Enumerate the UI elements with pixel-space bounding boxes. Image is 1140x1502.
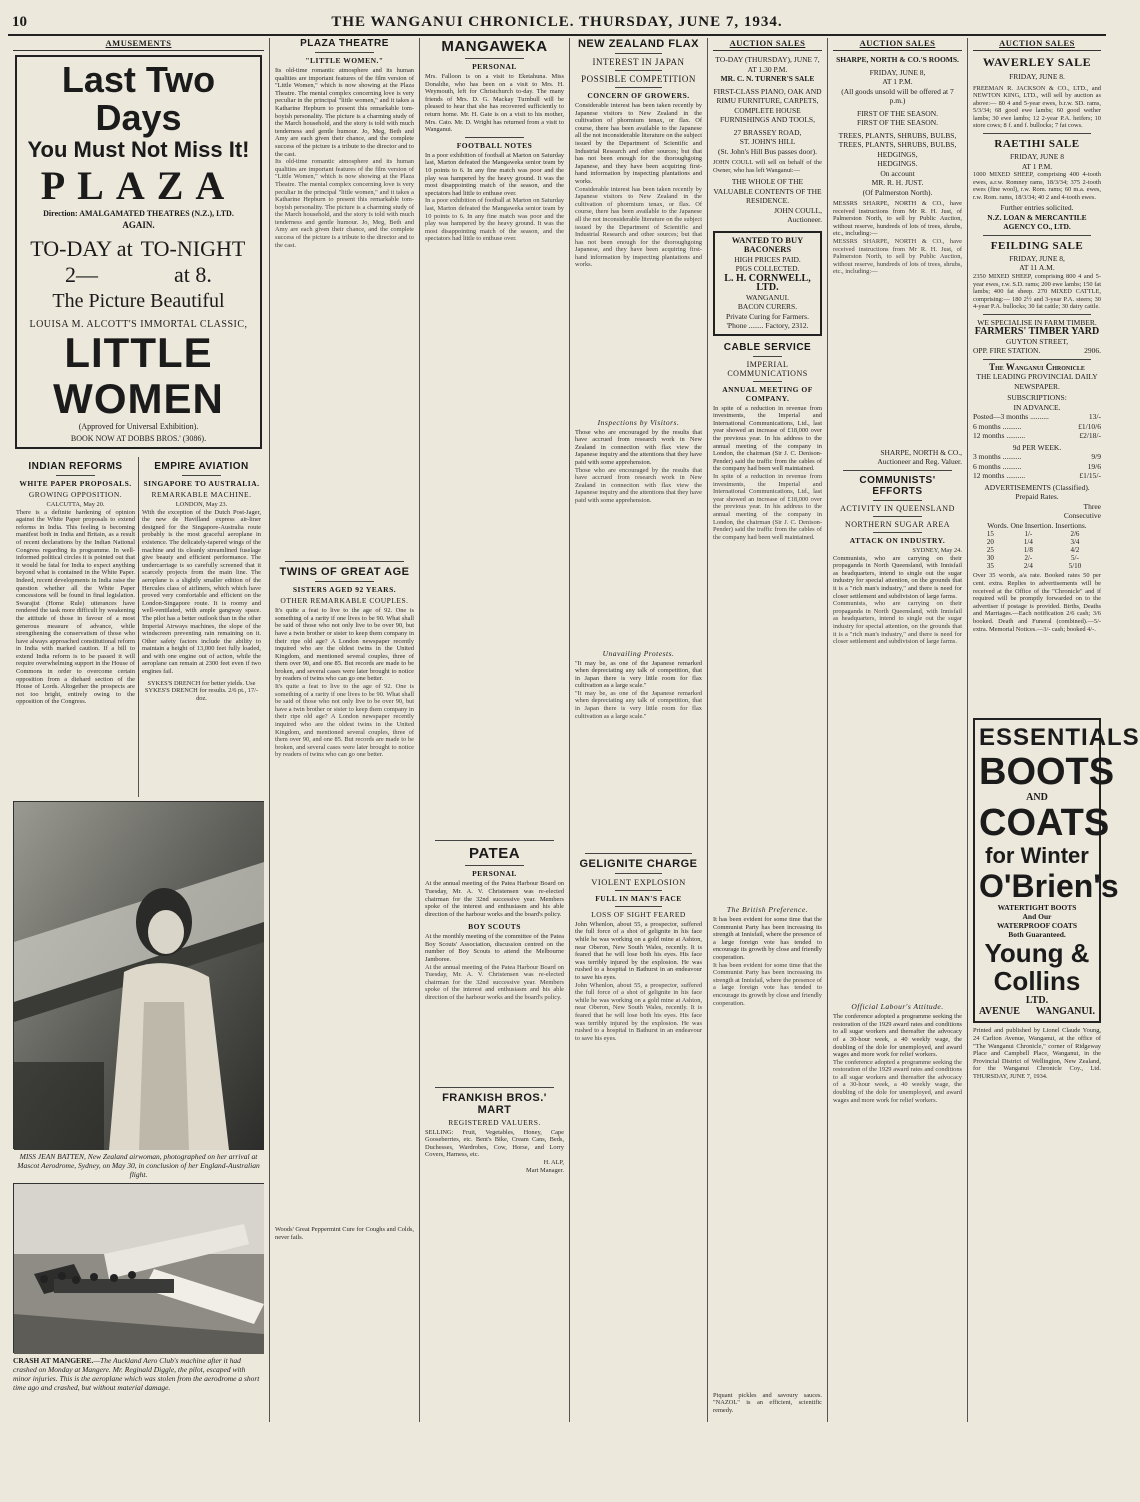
ad-line: Further entries solicited. — [1000, 203, 1074, 213]
subheadline: GROWING OPPOSITION. — [28, 490, 123, 499]
ad-line: N.Z. LOAN & MERCANTILE AGENCY CO., LTD. — [987, 212, 1087, 232]
table-row — [973, 530, 1101, 538]
rate-price: £1/10/6 — [1078, 421, 1101, 431]
table-row — [973, 562, 1101, 570]
ad-line: 27 BRASSEY ROAD, — [733, 127, 802, 137]
table-cell: 1/4 — [1023, 538, 1033, 547]
article-body: There is a definite hardening of opinion against the White Paper proposals to extend reforms in India. This feeling is becoming manifest both in India and Britain, as a result of recent declarations by the Indian National Congress regarding its programme. In well-informed political circles it is pointed out that it would be fatal for India to expect anything beyond what is contained in the White Paper. Indeed, recent developments in India raise the question whether all the White Paper concessions will be found in final legislation. Swarajist (Home Rule) utterances have rendered the task more difficult by weakening the attitude of those in favour of a most generous measure of advance, while strengthening the conservatism of those who have always approached constitutional reform in India with marked caution. If a bill to extend India reform is to be passed it will require overwhelming support in the House of Commons in order to overcome certain opposition from a diehard section of the House of Lords. Altogether the prospects are not too bright, entirely owing to the opposition of the Congress. — [16, 508, 135, 706]
table-row — [973, 538, 1101, 546]
article-body: In a poor exhibition of football at Marton on Saturday last, Marton defeated the Mangaweka senior team by 10 points to 6. In any fine match was poor and the play was hampered by the heavy ground. It was the most disappointing match of the season, and the spectators had little to enthuse over. — [425, 151, 564, 197]
article-body-continued: Communists, who are carrying on their propaganda in North Queensland, with Innisfail as headquarters, intend to single out the sugar industry for special attention, on the grounds that it is a "rich man's industry," and there is need for closer settlement and subdivision of large farms. — [833, 600, 962, 646]
ad-line: COATS — [979, 802, 1110, 845]
table-row — [973, 546, 1101, 554]
table-cell: 4/2 — [1070, 546, 1080, 555]
ad-line: BOOK NOW AT DOBBS BROS.' (3086). — [70, 434, 207, 443]
article-body: Its old-time romantic atmosphere and its human qualities are important features of the film version of "Little Women," which is now showing at the Plaza Theatre. The mental complex concerning love is very peculiar in the principal "little women," and it takes a Katharine Hepburn to present this remarkable tom-boyish personality. The picture is a charming study of the March household, and the story is told with much tenderness and gentle humour. Jo, Meg, Beth and Amy are each given their chance, and the complete success of the picture is a tribute to the director and to the cast. — [275, 67, 414, 158]
ad-line: Direction: AMALGAMATED THEATRES (N.Z.), LTD. — [43, 209, 234, 218]
headline: NEW ZEALAND FLAX — [577, 38, 700, 50]
ad-line: LITTLE WOMEN — [53, 329, 224, 422]
ad-line: JOHN COULL will sell on behalf of the Owner, who has left Wanganui:— — [713, 159, 822, 174]
ad-line: SHARPE, NORTH & CO.'S ROOMS. — [836, 55, 959, 64]
ad-line: LTD. — [1025, 995, 1049, 1007]
section-header: AUCTION SALES — [833, 38, 962, 51]
signature: SHARPE, NORTH & CO., — [880, 447, 962, 457]
ad-line: THE WHOLE OF THE VALUABLE CONTENTS OF THE RESIDENCE. — [713, 177, 822, 206]
column-mangaweka — [420, 38, 570, 1422]
ad-line: BOOTS — [979, 751, 1115, 794]
caption-bold: CRASH AT MANGERE. — [13, 1356, 94, 1365]
headline: EMPIRE AVIATION — [154, 461, 249, 472]
subheadline: Unavailing Protests. — [602, 648, 675, 658]
table-cell: 1/8 — [1023, 546, 1033, 555]
ad-line: L. H. CORNWELL, LTD. — [724, 272, 811, 294]
headline: PLAZA THEATRE — [300, 38, 389, 49]
headline: MANGAWEKA — [441, 38, 548, 55]
dateline: SYDNEY, May 24. — [912, 546, 962, 554]
article-body-continued: It's quite a feat to live to the age of 92. One is something of a rarity if one lives to be 90. What shall be said of those who not only live to be over 90, but have a twin brother or sister to keep them company in their ripe old age? A London newspaper recently inquired who are the oldest twins in the United Kingdom, and mentioned several couples, three of them over 90, and one 85. But records are made to be broken, and several cases were later brought to notice by readers of twins who can go one better. — [275, 683, 414, 759]
advertisement-rates-table — [973, 530, 1101, 570]
ad-line: HEDGINGS. — [877, 159, 918, 168]
ad-line: AT 1.30 P.M. — [747, 64, 788, 74]
subheadline: "LITTLE WOMEN." — [305, 56, 384, 65]
subheadline: FULL IN MAN'S FACE — [595, 893, 682, 903]
ad-line: FRIDAY, JUNE 8. — [1009, 72, 1065, 81]
article-body-continued: In a poor exhibition of football at Marton on Saturday last, Marton defeated the Mangaweka senior team by 10 points to 6. In any fine match was poor and the play was hampered by the heavy ground. It was the most disappointing match of the season, and the spectators had little to enthuse over. — [425, 197, 564, 243]
dateline: CALCUTTA, May 20. — [46, 501, 105, 508]
article-body-continued: The conference adopted a programme seeking the restoration of the 1929 award rates and conditions to all sugar workers and thereafter the advocacy of a 30-hour week, a 40 weekly wage, the doubling of the dole for unemployed, and award wages and more work for relief workers. — [833, 1058, 962, 1104]
table-row — [973, 554, 1101, 562]
headline: FEILDING SALE — [990, 239, 1084, 252]
subscription-rates-weekly — [973, 452, 1101, 481]
article-body: It's quite a feat to live to the age of 92. One is something of a rarity if one lives to be 90. What shall be said of those who not only live to be over 90, but have a twin brother or sister to keep them company in their ripe old age? A London newspaper recently inquired who are the oldest twins in the United Kingdom, and mentioned several couples, three of them over 90, and one 85. But records are made to be broken, and several cases were later brought to notice by readers of twins who can go one better. — [275, 607, 414, 683]
ad-line: Words. One Insertion. Insertions. — [987, 520, 1087, 530]
subheadline: IMPERIAL COMMUNICATIONS — [727, 359, 808, 378]
subheadline: ATTACK ON INDUSTRY. — [849, 535, 946, 545]
ad-line: WANTED TO BUY BACONERS — [731, 234, 804, 255]
ad-line: for Winter — [985, 843, 1089, 869]
ad-line: The Picture Beautiful — [52, 290, 225, 312]
subheadline: BOY SCOUTS — [468, 922, 521, 932]
article-body: At the annual meeting of the Patea Harbour Board on Tuesday, Mr. A. V. Christensen was re-elected chairman for the 32nd successive year. Members spoke of the interest and enthusiasm and his able direction of the harbour works and the board's policy. — [425, 880, 564, 918]
ad-line: The Wanganui Chronicle — [989, 361, 1085, 372]
article-body-continued: It has been evident for some time that the Communist Party has been increasing its strength at Innisfail, where the presence of a large foreign vote has tended to encourage its growth by close and friendly cooperation. — [713, 961, 822, 1007]
ad-line: FRIDAY, JUNE 8, — [1009, 253, 1065, 263]
ad-line: PLAZA — [40, 163, 237, 208]
ad-times — [21, 236, 256, 288]
headline: FRANKISH BROS.' MART — [442, 1091, 547, 1116]
headline: CABLE SERVICE — [723, 341, 812, 353]
rate-period: 6 months .......... — [973, 421, 1022, 431]
nazol-notice: Piquant pickles and savoury sauces. "NAZOL" is an efficient, scientific remedy. — [713, 1391, 822, 1414]
signature: Auctioneer and Reg. Valuer. — [877, 457, 962, 467]
article-body: With the exception of the Dutch Post-Jager, the new de Havilland express air-liner designed for the Singapore-Australia route probably is the most graceful aeroplane in existence. The delicately-tapered wings of the machine and its cleanly streamlined fuselage give beauty and efficient performance. The undercarriage is so carefully screened that it scarcely projects from the main line. The aeroplane is a slightly smaller edition of the Hercules class of airliners, which which have proved very comfortable and efficient on the London-Singapore route. It is roomy and well-ventilated, with ample gangway space. The pilot has a better outlook than in the other Imperial Airways machines, the slope of the windscreen preventing rain remaining on it. Other safety factors include the ability to maintain a height of 13,000 feet fully loaded, and with one engine out of action, while the aeroplane can remain at 2300 feet even if two engines fail. — [142, 508, 261, 676]
ad-line: TO-NIGHT at 8. — [140, 236, 246, 287]
subheadline: SISTERS AGED 92 YEARS. — [292, 585, 397, 595]
ad-line-split — [979, 1006, 1095, 1017]
ad-line: PIGS COLLECTED. — [735, 264, 800, 274]
ad-line: On account — [880, 168, 915, 178]
ad-line: Private Curing for Farmers. — [726, 311, 809, 321]
subheadline: CONCERN OF GROWERS. — [587, 91, 690, 100]
ad-line: Young & Collins — [984, 938, 1090, 997]
column-amusements — [8, 38, 270, 1422]
article-body: "It may be, as one of the Japanese remarked when depreciating any talk of competition, that in Japan there is very little room for flax cultivation as a large scale." — [575, 659, 702, 690]
column-auction-sales-2 — [828, 38, 968, 1422]
ad-line: ST. JOHN'S HILL — [739, 137, 796, 146]
masthead — [8, 6, 1106, 36]
ad-line: TREES, PLANTS, SHRUBS, BULBS, TREES, PLANTS, SHRUBS, BULBS, HEDGINGS, — [838, 130, 957, 159]
ad-line: AGAIN. — [122, 220, 155, 230]
ad-line: FRIDAY, JUNE 8 — [1010, 152, 1064, 162]
subheadline: VIOLENT EXPLOSION — [591, 876, 686, 887]
article-body: Communists, who are carrying on their propaganda in North Queensland, with Innisfail as headquarters, intend to single out the sugar industry for special attention, on the grounds that it is a "rich man's industry," and there is need for closer settlement and subdivision of large farms. — [833, 554, 962, 600]
photo-crash-mangere — [13, 1183, 264, 1353]
signature: H. ALP, — [543, 1159, 564, 1167]
imprint: Printed and published by Lionel Claude Young, 24 Carlton Avenue, Wanganui, at the office of "The Wanganui Chronicle," corner of Ridgeway Place and Campbell Place, Wanganui, in the Provincial District of Wellington, New Zealand, for the Wanganui Chronicle Coy., Ltd. THURSDAY, JUNE 7, 1934. — [973, 1027, 1101, 1080]
headline: COMMUNISTS' EFFORTS — [859, 474, 936, 497]
paper-title: THE WANGANUI CHRONICLE. THURSDAY, JUNE 7, 1934. — [331, 14, 783, 30]
ad-line: 9d PER WEEK. — [1012, 442, 1062, 452]
ad-line: AT 1 P.M. — [882, 77, 913, 86]
ad-line-split — [973, 346, 1101, 356]
subheadline: NORTHERN SUGAR AREA — [844, 519, 951, 529]
ad-line: MR. R. H. JUST. — [871, 178, 924, 187]
subheadline: Inspections by Visitors. — [597, 417, 680, 427]
rate-row — [973, 462, 1101, 472]
ad-line: FIRST-CLASS PIANO, OAK AND RIMU FURNITURE, CARPETS, COMPLETE HOUSE FURNISHINGS AND TOOLS, — [713, 86, 822, 124]
headline: RAETIHI SALE — [994, 138, 1080, 151]
article-body-continued: Those who are encouraged by the results that have accrued from research work in New Zealand in connection with flax view the Japanese inquiry and the attentions that they have paid with some apprehension. — [575, 466, 702, 504]
ad-line: FARMERS' TIMBER YARD — [974, 326, 1100, 338]
ad-line: AVENUE — [979, 1006, 1020, 1018]
article-body: SELLING: Fruit, Vegetables, Honey, Cape Gooseberries, etc. Bent's Bike, Cream Cans, Beds, Duchesses, Wardrobes, Cow, Horse, and Lorry Covers, Harness, etc. — [425, 1128, 564, 1159]
ad-line: ESSENTIALS — [979, 724, 1140, 752]
article-body: Those who are encouraged by the results that have accrued from research work in New Zealand in connection with flax view the Japanese inquiry and the attentions that they have paid with some apprehension. — [575, 428, 702, 466]
ad-line: GUYTON STREET, — [1005, 336, 1069, 346]
rate-price: 9/9 — [1091, 452, 1101, 462]
subheadline: The British Preference. — [726, 905, 809, 915]
table-cell: 25 — [986, 546, 994, 555]
ad-line: Both Guaranteed. — [1008, 930, 1066, 940]
plaza-advertisement — [15, 55, 262, 449]
rate-period: 3 months .......... — [973, 452, 1022, 462]
ad-line: IN ADVANCE. — [1013, 402, 1061, 412]
subheadline: REMARKABLE MACHINE. — [151, 490, 252, 499]
photo-caption: MISS JEAN BATTEN, New Zealand airwoman, photographed on her arrival at Mascot Aerodrome, Sydney, on May 30, in conclusion of her England-Australian flight. — [17, 1152, 260, 1179]
ad-line: (St. John's Hill Bus passes door). — [717, 146, 818, 156]
column-auction-sales-3 — [968, 38, 1140, 1422]
rate-row — [973, 431, 1101, 441]
article-body: At the monthly meeting of the committee of the Patea Boy Scouts' Association, discussion centred on the number of Boy Scouts to attend the Melbourne Jamboree. — [425, 933, 564, 964]
column-auction-sales-1 — [708, 38, 828, 1422]
subheadline: WHITE PAPER PROPOSALS. — [19, 479, 132, 488]
ad-body: Over 35 words, a/a rate. Booked rates 50 per cent. extra. Replies to advertisements will be received at the Office of the "Chronicle" and if required will be promptly forwarded on to the advertiser if postage is provided. Births, Deaths and Marriages.—Each notification 2/6 cash; 3/6 booked. Death and Funeral (combined).—5/- extra. Memorial Notices.—3/- cash; booked 4/-. — [973, 572, 1101, 633]
obriens-advertisement — [973, 718, 1140, 1023]
table-cell: 2/- — [1024, 554, 1033, 563]
ad-line: OPP. FIRE STATION. — [973, 346, 1041, 356]
subheadline: POSSIBLE COMPETITION — [581, 74, 696, 84]
table-cell: 1/- — [1024, 530, 1033, 539]
section-header: AMUSEMENTS — [13, 38, 264, 51]
ad-body: 2350 MIXED SHEEP, comprising 800 4 and 5-year ewes, r.w. S.D. rams; 200 ewe lambs; 150 fat lambs; 400 fat sheep. 270 MIXED CATTLE, comprising:— 180 2½ and 3-year P.A. steers; 30 4-year P.A. bullocks; 30 fat cattle; 30 dairy cattle. — [973, 272, 1101, 311]
subheadline: LOSS OF SIGHT FEARED — [591, 909, 686, 919]
ad-line: (All goods unsold will be offered at 7 p.m.) — [841, 86, 954, 105]
ad-line: Consecutive — [1063, 511, 1101, 521]
rate-price: £2/18/- — [1079, 431, 1101, 441]
headline: INDIAN REFORMS — [28, 461, 123, 472]
table-cell: 35 — [986, 562, 994, 571]
subheadline: ACTIVITY IN QUEENSLAND — [840, 503, 955, 513]
ad-line: AND — [1026, 792, 1048, 804]
ad-line: Three — [1083, 501, 1101, 511]
table-cell: 5/10 — [1068, 562, 1082, 571]
cornwell-advertisement — [713, 231, 822, 336]
sykes-notice: SYKES'S DRENCH for better yields. Use SYKES'S DRENCH for results. 2/6 pt., 17/- doz. — [144, 679, 259, 702]
ad-line: Last Two Days — [61, 59, 216, 138]
headline: PATEA — [468, 845, 521, 863]
article-body-continued: John Whenlon, about 55, a prospector, suffered the full force of a shot of gelignite in his face while he was working on a gold mine at Ashton, near Oberon, New South Wales, recently. It is feared that he will lose both his eyes. His face was terribly injured by the explosion. He was rushed to a hospital in Bathurst in an endeavour to save his eyes. — [575, 981, 702, 1042]
rate-row — [973, 471, 1101, 481]
ad-line: FRIDAY, JUNE 8, — [869, 67, 926, 77]
rate-row — [973, 452, 1101, 462]
ad-line: FIRST OF THE SEASON. — [857, 118, 938, 127]
article-body: The conference adopted a programme seeking the restoration of the 1929 award rates and conditions to all sugar workers and thereafter the advocacy of a 30-hour week, a 40 weekly wage, the doubling of the dole for unemployed, and award wages and more work for relief workers. — [833, 1013, 962, 1059]
table-cell: 5/- — [1071, 554, 1079, 563]
table-cell: 2/6 — [1070, 530, 1080, 539]
ad-line: BACON CURERS. — [737, 302, 798, 312]
columns — [8, 38, 1140, 1422]
caption-text: —The Auckland Aero Club's machine after it had crashed on Monday at Mangere. Mr. Reginald Diggle, the pilot, escaped with minor injuries. This is the aeroplane which was stolen from the aerodrome a short time ago and crashed, but without material damage. — [13, 1356, 260, 1392]
rate-row — [973, 412, 1101, 422]
ad-line: ADVERTISEMENTS (Classified). Prepaid Rates. — [984, 482, 1090, 502]
ad-line: FIRST OF THE SEASON. — [857, 108, 938, 118]
section-header: AUCTION SALES — [973, 38, 1101, 51]
ad-line: (Approved for Universal Exhibition). — [78, 422, 199, 431]
article-body: Mrs. Falloon is on a visit to Eketahuna. Miss Donaldie, who has been on a visit to Mrs. H. Weymouth, left for Christchurch to-day. The many friends of Mrs. D. G. Mackay Turnbull will be pleased to hear that she has recovered sufficiently to return home. Mr. H. Gate is on a visit to his mother, Mrs. Cato. Mr. D. Wright has returned from a visit to Wanganui. — [425, 73, 564, 134]
article-empire-aviation — [138, 457, 264, 797]
section-header: AUCTION SALES — [713, 38, 822, 51]
article-body-continued: In spite of a reduction in revenue from investments, the Imperial and International Communications, Ltd., last year showed an increase of £18,000 over the previous year. In his address to the annual meeting of the company in London, the chairman (Sir J. C. Denison-Pender) said the traffic from the cables of the company had been well maintained. — [713, 473, 822, 541]
column-nz-flax — [570, 38, 708, 1422]
rate-period: Posted—3 months .......... — [973, 412, 1049, 422]
article-body: It has been evident for some time that the Communist Party has been increasing its strength at Innisfail, where the presence of a large foreign vote has tended to encourage its growth by close and friendly cooperation. — [713, 916, 822, 961]
rate-period: 12 months .......... — [973, 471, 1026, 481]
subheadline: OTHER REMARKABLE COUPLES. — [280, 596, 409, 606]
rate-period: 6 months .......... — [973, 461, 1022, 471]
ad-body: 1000 MIXED SHEEP, comprising 400 4-tooth ewes, a.r.w. Romney rams, 18/3/34; 375 2-tooth ewes (fine wool), r.w. Rom. rams; 60 m.a. ewes, r.w. Rom. rams, 18/3/34; 40 2 and 4-tooth ewes. — [973, 171, 1101, 201]
ad-body: FREEMAN R. JACKSON & CO., LTD., and NEWTON KING, LTD., will sell by auction as above:— 80 4 and 5-year ewes, b.r.w. SD. rams, 5/3/34; 68 good ewe lambs; 60 good wether lambs; 30 ewe lambs; 12 2-year P.A. heifers; 10 store cows; 8 f. and f. bullocks; 7 fat cows. — [973, 84, 1101, 130]
ad-line: MR. C. N. TURNER'S SALE — [720, 74, 815, 83]
ad-line: AT 1 P.M. — [1021, 161, 1053, 171]
photo-jean-batten — [13, 801, 264, 1149]
subheadline: SINGAPORE TO AUSTRALIA. — [143, 479, 260, 488]
table-cell: 3/4 — [1070, 538, 1080, 547]
headline: WAVERLEY SALE — [982, 55, 1092, 69]
ad-line: And Our — [1022, 912, 1052, 922]
ad-line: You Must Not Miss It! — [27, 137, 250, 162]
table-cell: 15 — [986, 530, 994, 539]
subheadline: FOOTBALL NOTES — [456, 140, 533, 150]
news-subcolumns — [13, 457, 264, 797]
ad-line: LOUISA M. ALCOTT'S IMMORTAL CLASSIC, — [29, 319, 248, 330]
ad-line: SUBSCRIPTIONS: — [1007, 393, 1067, 403]
ad-body-continued: MESSRS SHARPE, NORTH & CO., have received instructions from Mr R. H. Just, of Palmerston North, to sell by Public Auction, without reserve, hundreds of lots of trees, shrubs, etc., including:— — [833, 237, 962, 276]
article-body-continued: At the annual meeting of the Patea Harbour Board on Tuesday, Mr. A. V. Christensen was re-elected chairman for the 32nd successive year. Members spoke of the interest and enthusiasm and his able direction of the harbour works and the board's policy. — [425, 963, 564, 1002]
rate-price: 19/6 — [1087, 461, 1101, 471]
ad-line: HIGH PRICES PAID. — [734, 254, 801, 264]
ad-line: 2906. — [1084, 346, 1101, 356]
ad-line: (Of Palmerston North). — [862, 187, 933, 197]
page-number: 10 — [12, 14, 27, 30]
ad-line: O'Brien's — [979, 868, 1119, 905]
article-body: Considerable interest has been taken recently by Japanese visitors to New Zealand in the cultivation of phormium tenax, or flax. Of course, there has been available to the Japanese all the not inconsiderable literature on the subject issued by the Department of Scientific and Industrial Research and other sources; but that has not been enough for the thoroughgoing Japanese, and they have been acquiring first-hand information by inspecting plantations and works. — [575, 102, 702, 185]
table-cell: 20 — [986, 538, 994, 547]
ad-line: WATERTIGHT BOOTS — [997, 903, 1077, 913]
rate-price: 13/- — [1088, 412, 1101, 422]
subheadline: REGISTERED VALUERS. — [448, 1117, 541, 1127]
article-body-continued: Its old-time romantic atmosphere and its human qualities are important features of the film version of "Little Women," which is now showing at the Plaza Theatre. The mental complex concerning love is very peculiar in the principal "little women," and it takes a Katharine Hepburn to present this remarkable tom-boyish personality. The picture is a charming study of the March household, and the story is told with much tenderness and gentle humour. Jo, Meg, Beth and Amy are each given their chance, and the complete success of the picture is a tribute to the director and to the cast. — [275, 158, 414, 249]
ad-line: JOHN COULL, — [774, 205, 822, 215]
ad-line: AT 11 A.M. — [1019, 263, 1055, 273]
subheadline: Official Labour's Attitude. — [851, 1002, 944, 1012]
table-cell: 2/4 — [1023, 562, 1033, 571]
woods-notice: Woods' Great Peppermint Cure for Coughs and Colds, never fails. — [275, 1226, 414, 1241]
rate-row — [973, 422, 1101, 432]
ad-body: MESSRS SHARPE, NORTH & CO., have received instructions from Mr R. H. Just, of Palmerston North, to sell by Public Auction, without reserve, hundreds of lots of trees, shrubs, etc., including:— — [833, 200, 962, 238]
article-body: John Whenlon, about 55, a prospector, suffered the full force of a shot of gelignite in his face while he was working on a gold mine at Ashton, near Oberon, New South Wales, recently. It is feared that he will lose both his eyes. His face was terribly injured by the explosion. He was rushed to a hospital in Bathurst in an endeavour to save his eyes. — [575, 920, 702, 982]
article-body-continued: "It may be, as one of the Japanese remarked when depreciating any talk of competition, that in Japan there is very little room for flax cultivation as a large scale." — [575, 689, 702, 720]
subheadline: PERSONAL — [472, 869, 517, 879]
subheadline: PERSONAL — [472, 62, 517, 71]
subheadline: INTEREST IN JAPAN — [592, 57, 685, 67]
headline: TWINS OF GREAT AGE — [279, 566, 410, 579]
subheadline: ANNUAL MEETING OF COMPANY. — [722, 384, 813, 403]
ad-line: WANGANUI. — [1035, 1006, 1095, 1018]
rate-period: 12 months .......... — [973, 431, 1026, 441]
column-plaza-theatre — [270, 38, 420, 1422]
ad-line: 'Phone ........ Factory, 2312. — [726, 321, 809, 331]
article-body: In spite of a reduction in revenue from investments, the Imperial and International Communications, Ltd., last year showed an increase of £18,000 over the previous year. In his address to the annual meeting of the company in London, the chairman (Sir J. C. Denison-Pender) said the traffic from the cables of the company had been well maintained. — [713, 404, 822, 473]
headline: GELIGNITE CHARGE — [579, 857, 698, 870]
article-indian-reforms — [13, 457, 138, 797]
ad-line: WE SPECIALISE IN FARM TIMBER. — [977, 317, 1097, 327]
photo-caption — [13, 1356, 264, 1392]
ad-line: Auctioneer. — [787, 215, 822, 225]
ad-line: THE LEADING PROVINCIAL DAILY NEWSPAPER. — [976, 372, 1098, 391]
ad-line: TO-DAY at 2— — [30, 236, 133, 287]
ad-line: TO-DAY (THURSDAY), JUNE 7, — [715, 55, 820, 64]
rate-price: £1/15/- — [1079, 471, 1101, 481]
ad-line: WATERPROOF COATS — [996, 921, 1078, 931]
ad-line: WANGANUI. — [745, 292, 790, 302]
dateline: LONDON, May 23. — [175, 501, 228, 508]
signature: Mart Manager. — [526, 1166, 564, 1174]
subscription-rates — [973, 412, 1101, 441]
article-body-continued: Considerable interest has been taken recently by Japanese visitors to New Zealand in the cultivation of phormium tenax, or flax. Of course, there has been available to the Japanese all the not inconsiderable literature on the subject issued by the Department of Scientific and Industrial Research and other sources; but that has not been enough for the thoroughgoing Japanese, and they have been acquiring first-hand information by inspecting plantations and works. — [575, 185, 702, 269]
table-cell: 30 — [986, 554, 994, 563]
